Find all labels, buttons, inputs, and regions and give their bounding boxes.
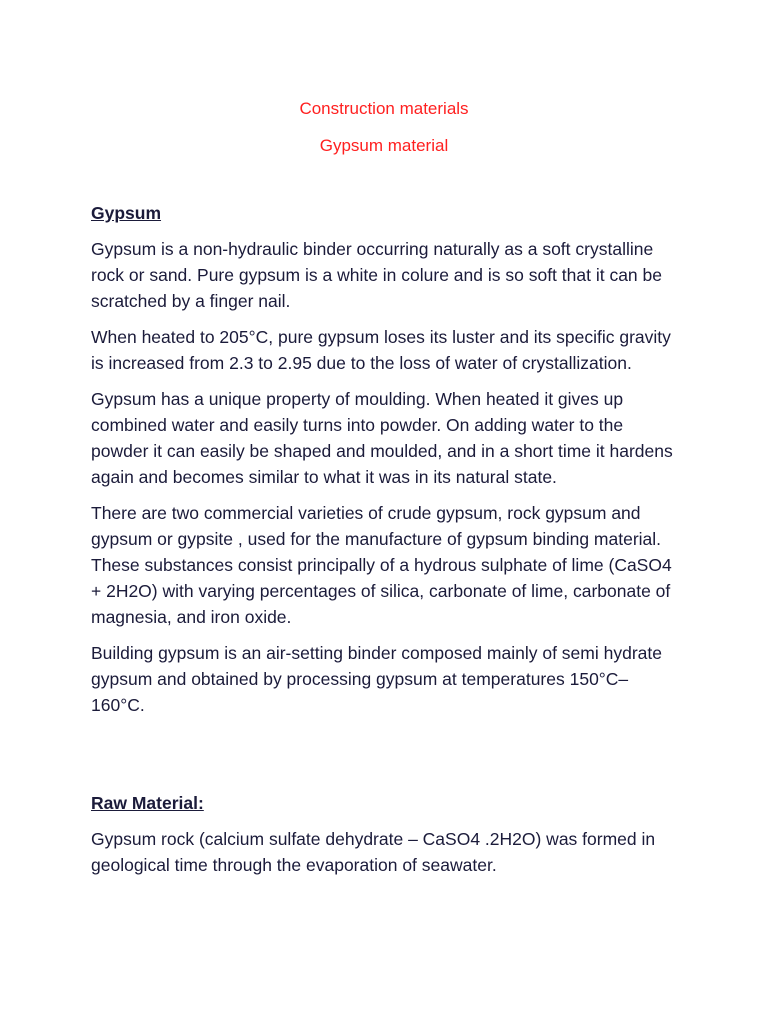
raw-material-paragraph-1: Gypsum rock (calcium sulfate dehydrate – CaSO4 .2H2O) was formed in geological time through the evaporation of seawater. [91, 829, 656, 875]
gypsum-heading: Gypsum [91, 203, 162, 223]
gypsum-paragraph-3: Gypsum has a unique property of moulding. When heated it gives up combined water and easily turns into powder. On adding water to the powder it can easily be shaped and moulded, and in a short time it hardens again and becomes similar to what it was in its natural state. [91, 389, 673, 487]
raw-material-heading: Raw Material: [91, 793, 204, 813]
document-subtitle: Gypsum material [319, 136, 449, 155]
raw-material-section [91, 790, 681, 888]
gypsum-paragraph-4: There are two commercial varieties of crude gypsum, rock gypsum and gypsum or gypsite , used for the manufacture of gypsum binding material. These substances consist principally of a hydrous sulphate of lime (CaSO4 + 2H2O) with varying percentages of silica, carbonate of lime, carbonate of magnesia, and iron oxide. [91, 503, 672, 627]
gypsum-paragraph-1: Gypsum is a non-hydraulic binder occurring naturally as a soft crystalline rock or sand. Pure gypsum is a white in colure and is so soft that it can be scratched by a finger nail. [91, 239, 662, 311]
gypsum-paragraph-5: Building gypsum is an air-setting binder composed mainly of semi hydrate gypsum and obtained by processing gypsum at temperatures 150°C– 160°C. [91, 643, 662, 715]
gypsum-paragraph-2: When heated to 205°C, pure gypsum loses its luster and its specific gravity is increased from 2.3 to 2.95 due to the loss of water of crystallization. [91, 327, 671, 373]
title-block [0, 90, 768, 164]
document-title: Construction materials [299, 99, 469, 118]
gypsum-section [91, 200, 681, 728]
